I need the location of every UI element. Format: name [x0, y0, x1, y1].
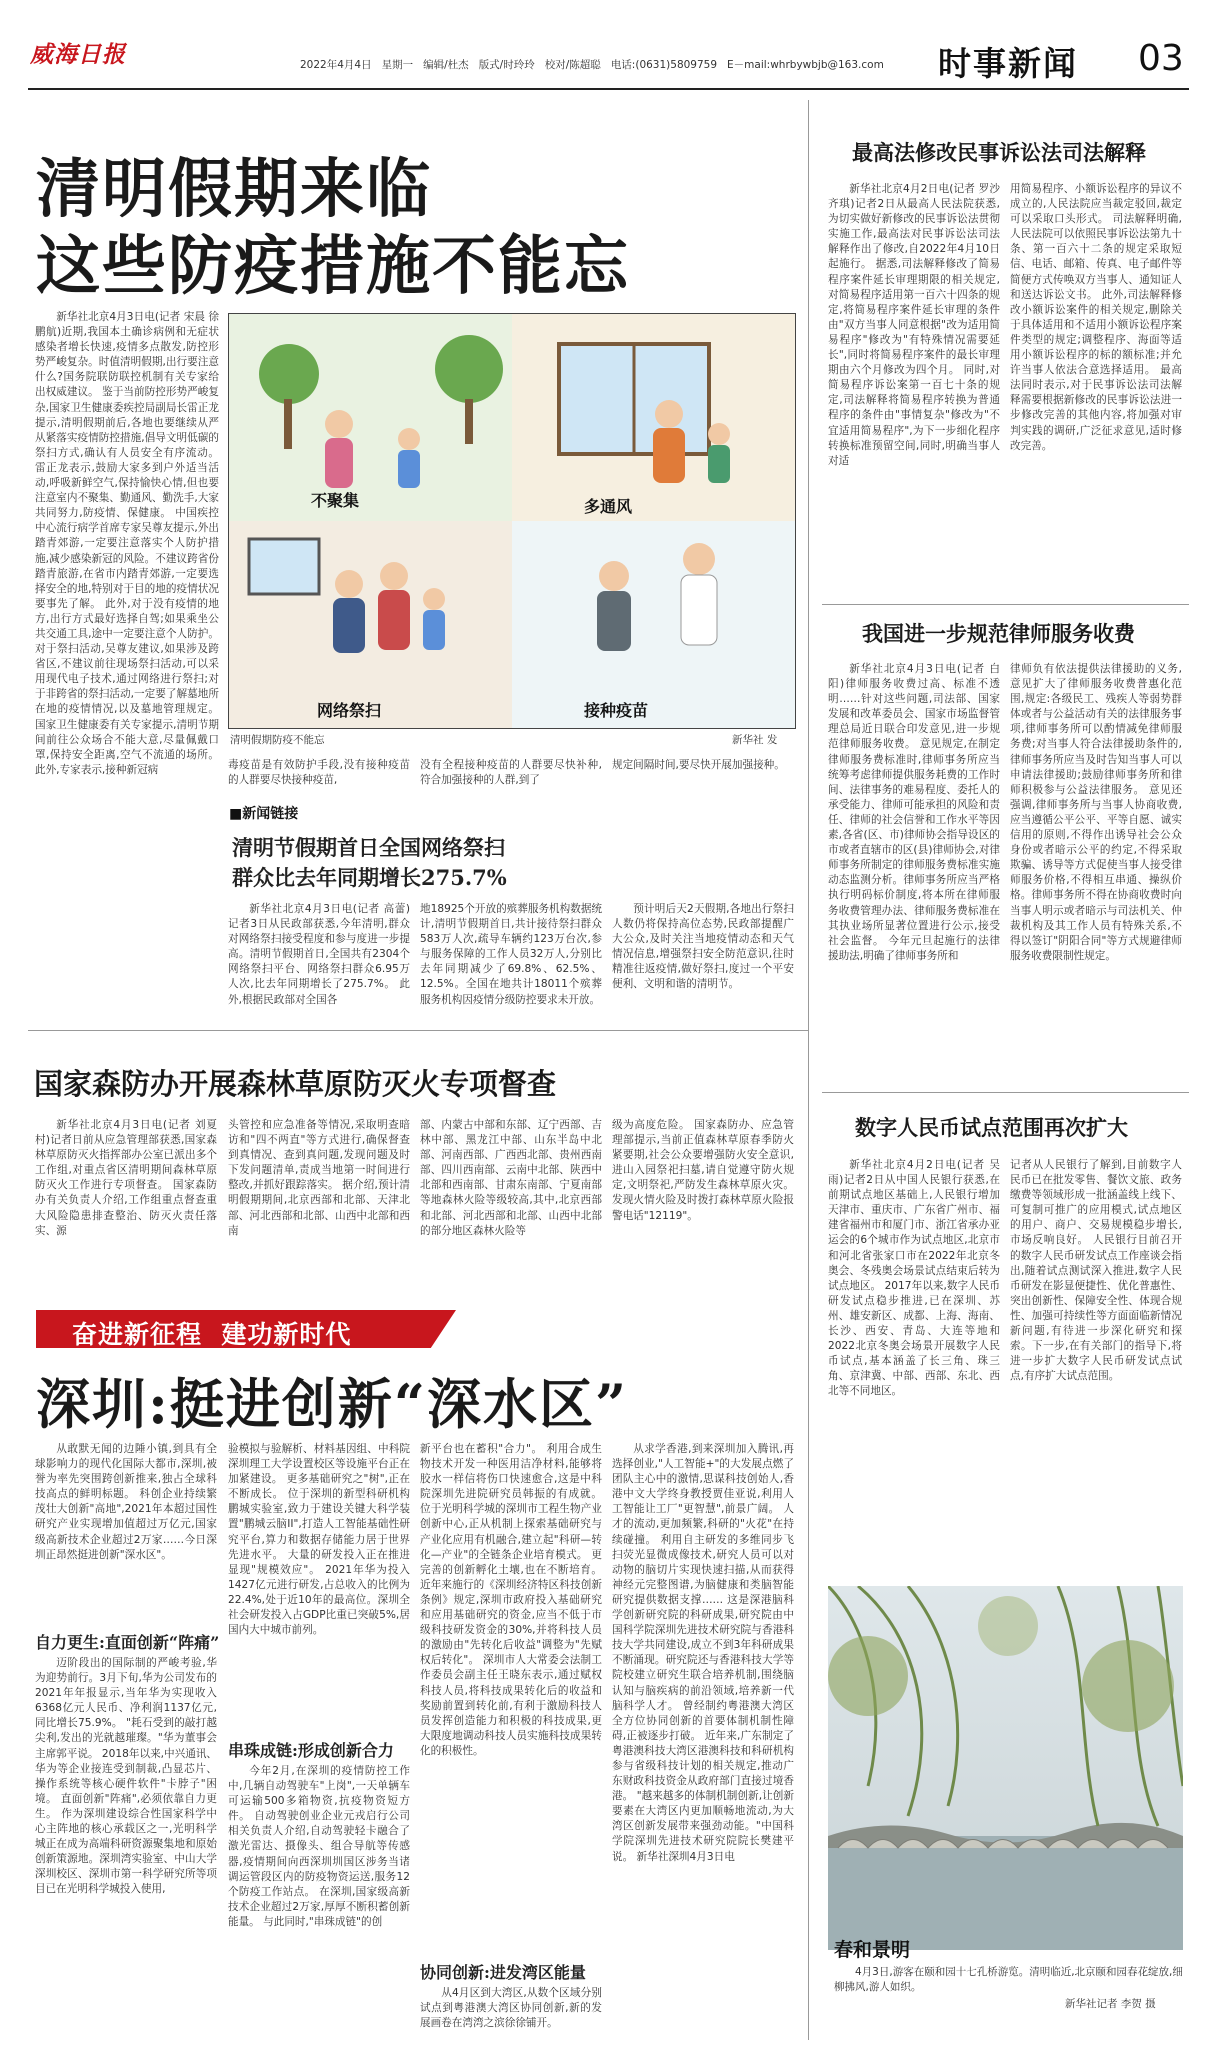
masthead-layout: 版式/时玲玲: [478, 59, 535, 71]
divider-vertical: [808, 100, 809, 2040]
cartoon: [228, 313, 796, 729]
art6-title: 数字人民币试点范围再次扩大: [855, 1115, 1128, 1140]
art4-col2: 头管控和应急准备等情况,采取明查暗访和"四不两直"等方式进行,确保督查到真情况、查到真问题,发现问题及时下发问题清单,责成当地第一时间进行整改,并抓好跟踪落实。 据介绍,预计清明假期期间,北京西部和北部、天津北部、河北西部和北部、山西中北部和西南: [228, 1119, 410, 1237]
divider-art3: [822, 604, 1189, 605]
masthead-logo: 威海日报: [30, 41, 126, 68]
photo-title: 春和景明: [834, 1939, 911, 1961]
masthead-email: E－mail:whrbywbjb@163.com: [727, 59, 884, 71]
art5-col2b: 今年2月,在深圳的疫情防控工作中,几辆自动驾驶车"上岗",一天单辆车可运输500多箱物资,抗疫物资短方件。 自动驾驶创业企业元戎启行公司相关负责人介绍,自动驾驶轻卡融合了激光雷达、摄像头、组合导航等传感器,疫情期间向西深圳圳国区涉务当诸调运管段区内的防疫物资运送,服务12个防疫工作站点。 在深圳,国家级高新技术企业超过2万家,厚厚不断积蓄创新能量。 与此同时,"串珠成链"的创: [228, 1765, 410, 1928]
link-title-line1: 清明节假期首日全国网络祭扫: [232, 835, 505, 860]
art1-col1: 新华社北京4月3日电(记者 宋晨 徐鹏航)近期,我国本土确诊病例和无症状感染者增长快速,疫情多点散发,防控形势严峻复杂。时值清明假期,出行要注意什么?国务院联防联控机制有关专家给出权威建议。 鉴于当前防控形势严峻复杂,国家卫生健康委疾控局副局长雷正龙提示,清明假期前后,各地也要继续从严从紧落实疫情防控措施,倡导文明低碳的祭扫方式,确认有人员安全有序流动。 雷正龙表示,鼓励大家多到户外适当活动,呼吸新鲜空气,保持愉快心情,但也要注意室内不聚集、勤通风、勤洗手,大家共同努力,防疫情、保健康。 中国疾控中心流行病学首席专家吴尊友提示,外出踏青郊游,一定要注意落实个人防护措施,减少感染新冠的风险。不建议跨省份踏青旅游,在省市内踏青郊游,一定要选择安全的地,特别对于目的地的疫情状况要事先了解。 此外,对于没有疫情的地方,出行方式最好选择自驾;如果乘坐公共交通工具,途中一定要注意个人防护。 对于祭扫活动,吴尊友建议,如果涉及跨省区,不建议前往现场祭扫活动,可以采用现代电子技术,通过网络进行祭扫;对于非跨省的祭扫活动,一定要了解墓地所在地的疫情情况,以及墓地管理规定。 国家卫生健康委有关专家提示,清明节期间前往公众场合不能大意,尽量佩戴口罩,保持安全距离,空气不流通的场所。 此外,专家表示,接种新冠病: [35, 311, 219, 776]
art4-col1: 新华社北京4月3日电(记者 刘夏村)记者日前从应急管理部获悉,国家森林草原防灭火指挥部办公室已派出多个工作组,对重点省区清明期间森林草原防灭火工作进行专项督查。 国家森防办有关负责人介绍,工作组重点督查重大风险隐患排查整治、防灭火责任落实、源: [35, 1119, 217, 1237]
art5-subhead-1: 自力更生:直面创新“阵痛”: [35, 1633, 220, 1652]
cartoon-panel-label-1: 不聚集: [311, 491, 360, 510]
masthead-phone: 电话:(0631)5809759: [610, 59, 718, 71]
masthead-info: [300, 57, 884, 72]
link-title-line2: 群众比去年同期增长275.7%: [232, 865, 507, 890]
art1-col3: 没有全程接种疫苗的人群要尽快补种,符合加强接种的人群,到了: [420, 759, 602, 787]
art4-title: 国家森防办开展森林草原防灭火专项督查: [34, 1067, 557, 1101]
art3-col1: 新华社北京4月3日电(记者 白阳)律师服务收费过高、标准不透明……针对这些问题,司法部、国家发展和改革委员会、国家市场监督管理总局近日联合印发意见,进一步规范律师服务收费。 意见规定,在制定律师服务费标准时,律师事务所应当统筹考虑律师提供服务耗费的工作时间、法律事务的难易程度、委托人的承受能力、律师可能承担的风险和责任、律师的社会信誉和工作水平等因素,各省(区、市)律师协会指导设区的市或者直辖市的区(县)律师协会,对律师事务所制定的律师服务费标准实施动态监测分析。律师事务所应当严格执行明码标价制度,将本所在律师服务收费管理办法、律师服务费标准在其执业场所显著位置进行公示,接受社会监督。 今年元旦起施行的法律援助法,明确了律师事务所和: [828, 663, 1000, 962]
masthead-date: 2022年4月4日: [300, 59, 372, 71]
link-col1: 新华社北京4月3日电(记者 高蕾)记者3日从民政部获悉,今年清明,群众对网络祭扫接受程度和参与度进一步提高。清明节假期首日,全国共有2304个网络祭扫平台、网络祭扫群众6.95万人次,比去年同期增长了275.7%。 此外,根据民政部对全国各: [228, 903, 410, 1006]
page-number: 03: [1138, 38, 1184, 79]
link-col2: 地18925个开放的殡葬服务机构数据统计,清明节假期首日,共计接待祭扫群众583万人次,疏导车辆约123万台次,参与服务保障的工作人员32万人,分别比去年同期减少了69.8%、62.5%、12.5%。全国在地共计18011个殡葬服务机构因疫情分级防控要求未开放。: [420, 903, 602, 1006]
photo-caption: 4月3日,游客在颐和园十七孔桥游览。清明临近,北京颐和园春花绽放,细柳拂风,游人如织。: [834, 1966, 1183, 1993]
masthead-editor: 编辑/杜杰: [423, 59, 469, 71]
art5-subhead-2: 串珠成链:形成创新合力: [228, 1741, 394, 1760]
art5-col3b: 从4月区到大湾区,从数个区域分别试点到粤港澳大湾区协同创新,新的发展画卷在湾湾之滨徐徐铺开。: [420, 1987, 602, 2030]
cartoon-panel-label-2: 多通风: [584, 497, 633, 516]
art4-col3: 部、内蒙古中部和东部、辽宁西部、吉林中部、黑龙江中部、山东半岛中北部、河南西部、广西西北部、贵州西南部、四川西南部、云南中北部、陕西中北部和西南部、甘肃东南部、宁夏南部等地森林火险等级较高,其中,北京西部和北部、河北西部和北部、山西中北部的部分地区森林火险等: [420, 1119, 602, 1237]
masthead-weekday: 星期一: [381, 59, 414, 71]
art1-col2: 毒疫苗是有效防护手段,没有接种疫苗的人群要尽快接种疫苗,: [228, 759, 410, 787]
masthead-rule: [28, 88, 1189, 90]
art1-title-line1: 清明假期来临: [36, 152, 432, 227]
link-col3: 预计明后天2天假期,各地出行祭扫人数仍将保持高位态势,民政部提醒广大公众,及时关注当地疫情动态和天气情况信息,增强祭扫安全防范意识,往时精准往返疫情,做好祭扫,度过一个平安便利、文明和谐的清明节。: [612, 903, 794, 991]
art5-col2a: 验模拟与验解析、材料基因组、中科院深圳理工大学设置校区等设施平台正在加紧建设。 更多基础研究之"树",正在不断成长。 位于深圳的新型科研机构鹏城实验室,致力于建设关键大科学装置"鹏城云脑II",打造人工智能基础性研究平台,算力和数据存储能力居于世界先进水平。 大量的研发投入正在推进显现"规模效应"。 2021年华为投入1427亿元进行研发,占总收入的比例为22.4%,处于近10年的最高位。深圳全社会研发投入占GDP比重已突破5%,居国内大中城市前列。: [228, 1443, 410, 1637]
news-link-tag-text: 新闻链接: [242, 806, 299, 822]
cartoon-panel-label-4: 接种疫苗: [584, 701, 649, 720]
cartoon-credit: 新华社 发: [732, 734, 778, 746]
divider-art6: [822, 1092, 1189, 1093]
art6-col1: 新华社北京4月2日电(记者 吴雨)记者2日从中国人民银行获悉,在前期试点地区基础上,人民银行增加天津市、重庆市、广东省广州市、福建省福州市和厦门市、浙江省承办亚运会的6个城市作为试点地区,北京市和河北省张家口市在2022年北京冬奥会、冬残奥会场景试点结束后转为试点地区。 2017年以来,数字人民币研发试点稳步推进,已在深圳、苏州、雄安新区、成都、上海、海南、长沙、西安、青岛、大连等地和2022北京冬奥会场景开展数字人民币试点,基本涵盖了长三角、珠三角、京津冀、中部、西部、东北、西北等不同地区。: [828, 1159, 1000, 1398]
art4-col4: 级为高度危险。 国家森防办、应急管理部提示,当前正值森林草原春季防火紧要期,社会公众要增强防火安全意识,进山入园祭祀扫墓,请自觉遵守防火规定,文明祭祀,严防发生森林草原火灾。发现火情火险及时拨打森林草原火险报警电话"12119"。: [612, 1119, 794, 1222]
art5-col1b: 迈阶段出的国际制的严峻考验,华为迎势前行。3月下旬,华为公司发布的2021年年报显示,当年华为实现收入6368亿元人民币、净利润1137亿元,同比增长75.9%。 "耗石受到的敲打越尖利,发出的光就越璀璨。"华为董事会主席郭平说。 2018年以来,中兴通讯、华为等企业接连受到制裁,凸显芯片、操作系统等核心硬件软件"卡脖子"困境。 直面创新"阵痛",必须依靠自力更生。 作为深圳建设综合性国家科学中心主阵地的核心承载区之一,光明科学城正在成为高端科研资源聚集地和原始创新策源地。深圳湾实验室、中山大学深圳校区、深圳市第一科学研究所等项目已在光明科学城投入使用,: [35, 1657, 217, 1896]
art3-title: 我国进一步规范律师服务收费: [862, 621, 1135, 646]
art5-col4: 从求学香港,到来深圳加入腾讯,再选择创业,"人工智能+"的大发展点燃了团队主心中的激情,思谋科技创始人,香港中文大学终身教授贾佳亚说,利用人工智能让工厂"更智慧",前景广阔。 人才的流动,更加频繁,科研的"火花"在持续碰撞。 利用自主研发的多维同步飞扫荧光显微成像技术,研究人员可以对动物的脑切片实现快速扫描,从而获得神经元完整图谱,为脑健康和类脑智能研究提供数据支撑…… 这是深港脑科学创新研究院的科研成果,研究院由中国科学院深圳先进技术研究院与香港科技大学共同建设,成立不到3年科研成果不断涌现。研究院还与香港科技大学等院校建立研究生联合培养机制,围绕脑认知与脑疾病的前沿领域,培养新一代脑科学人才。 曾经制约粤港澳大湾区全方位协同创新的首要体制机制性障碍,正被逐步打破。 近年来,广东制定了粤港澳科技大湾区港澳科技和科研机构参与省级科技计划的相关规定,推动广东财政科技资金从政府部门直接过境香港。 "越来越多的体制机制创新,让创新要素在大湾区内更加顺畅地流动,为大湾区创新发展带来强劲动能。"中国科学院深圳先进技术研究院院长樊建平说。 新华社深圳4月3日电: [612, 1443, 794, 1863]
art5-subhead-3: 协同创新:进发湾区能量: [420, 1963, 586, 1982]
news-link-tag: ■新闻链接: [229, 806, 299, 822]
photo-credit: 新华社记者 李贺 摄: [1065, 1998, 1156, 2010]
cartoon-panel-label-3: 网络祭扫: [317, 701, 382, 720]
photo: [828, 1586, 1183, 1950]
section-title: 时事新闻: [938, 44, 1078, 83]
art2-col2: 用简易程序、小额诉讼程序的异议不成立的,人民法院应当裁定驳回,裁定可以采取口头形式。 司法解释明确,人民法院可以依照民事诉讼法第九十条、第一百六十二条的规定采取短信、电话、邮箱、传真、电子邮件等简便方式传唤双方当事人、通知证人和送达诉讼文书。 此外,司法解释修改小额诉讼案件的相关规定,删除关于具体适用和不适用小额诉讼程序案件类型的规定;调整程序、海面等适用小额诉讼程序的标的额标准;并允许当事人依法合意选择适用。 最高法同时表示,对于民事诉讼法司法解释需要根据新修改的民事诉讼法进一步修改完善的其他内容,将加强对审判实践的调研,广泛征求意见,适时修改完善。: [1010, 183, 1182, 452]
art6-col2: 记者从人民银行了解到,目前数字人民币已在批发零售、餐饮文旅、政务缴费等领域形成一批涵盖线上线下、可复制可推广的应用模式,试点地区的用户、商户、交易规模稳步增长,市场反响良好。 人民银行目前召开的数字人民币研发试点工作座谈会指出,随着试点测试深入推进,数字人民币研发在影显便捷性、优化普惠性、突出创新性、保障安全性、体现合规性、加强可持续性等方面面临新情况新问题,有待进一步深化研究和探索。下一步,在有关部门的指导下,将进一步扩大数字人民币研发试点试点,有序扩大试点范围。: [1010, 1159, 1182, 1383]
art2-col1: 新华社北京4月2日电(记者 罗沙 齐琪)记者2日从最高人民法院获悉,为切实做好新修改的民事诉讼法贯彻实施工作,最高法对民事诉讼法司法解释作出了修改,自2022年4月10日起施行。 据悉,司法解释修改了简易程序案件延长审理期限的相关规定,对简易程序适用第一百六十四条的规定,将简易程序案件延长审理的条件由"双方当事人同意根据"改为适用简易程序"修改为"有特殊情况需要延长",同时将简易程序案件的最长审理期由六个月修改为四个月。 同时,对简易程序诉讼案第一百七十条的规定,司法解释将简易程序转换为普通程序的条件由"事情复杂"修改为"不宜适用简易程序",为下一步细化程序转换标准预留空间,同时,明确当事人对适: [828, 183, 1000, 467]
cartoon-drawing: [229, 314, 795, 728]
art5-col1a: 从敢默无闻的边陲小镇,到具有全球影响力的现代化国际大都市,深圳,被誉为率先突围跨创新推来,独占全球科技高点的鲜明标题。 科创企业持续繁茂壮大创新"高地",2021年本超过国性研究产业实现增加值超过万亿元,国家级高新技术企业超过2万家……今日深圳正昂然挺进创新"深水区"。: [35, 1443, 217, 1561]
divider-art4: [28, 1030, 808, 1031]
art1-col4: 规定间隔时间,要尽快开展加强接种。: [612, 759, 785, 771]
art5-title: 深圳:挺进创新“深水区”: [36, 1372, 629, 1436]
art2-title: 最高法修改民事诉讼法司法解释: [852, 140, 1146, 165]
cartoon-caption: 清明假期防疫不能忘: [230, 734, 325, 746]
art5-col3a: 新平台也在蓄积"合力"。 利用合成生物技术开发一种医用洁净材料,能够将胶水一样信将伤口快速愈合,这是中科院深圳先进院研究员韩振的有成就。 位于光明科学城的深圳市工程生物产业创新中心,正从机制上探索基础研究与产业化应用有机融合,建立起"科研—转化—产业"的全链条企业培育模式。 更完善的创新孵化土壤,也在不断培育。 近年来施行的《深圳经济特区科技创新条例》规定,深圳市政府投入基础研究和应用基础研究的资金,应当不低于市级科技研发资金的30%,并将科技人员的激励由"先转化后收益"调整为"先赋权后转化"。 深圳市人大常委会法制工作委员会副主任王晓东表示,通过赋权科技人员,将科技成果转化后的收益和奖励前置到转化前,有利于激励科技人员发挥创造能力和积极的科技成果,更大限度地调动科技人员实施科技成果转化的积极性。: [420, 1443, 602, 1757]
art3-col2: 律师负有依法提供法律援助的义务,意见扩大了律师服务收费普惠化范围,规定:各级民工、残疾人等弱势群体或者与公益活动有关的法律服务事项,律师事务所可以酌情减免律师服务费;对当事人符合法律援助条件的,律师事务所应当及时告知当事人可以申请法律援助;鼓励律师事务所和律师积极参与公益法律服务。 意见还强调,律师事务所与当事人协商收费,应当遵循公平公平、平等自愿、诚实信用的原则,不得作出诱导社会公众身份或者暗示公平的约定,不得采取欺骗、诱导等方式促使当事人接受律师服务价格,不得相互串通、操纵价格。律师事务所不得在协商收费时向当事人明示或者暗示与司法机关、仲裁机构及其工作人员有特殊关系,不得以签订"阴阳合同"等方式规避律师服务收费限制性规定。: [1010, 663, 1182, 962]
masthead-proof: 校对/陈超聪: [544, 59, 601, 71]
art1-title-line2: 这些防疫措施不能忘: [36, 229, 630, 304]
banner-text: 奋进新征程 建功新时代: [72, 1320, 352, 1349]
photo-drawing: [828, 1586, 1183, 1950]
